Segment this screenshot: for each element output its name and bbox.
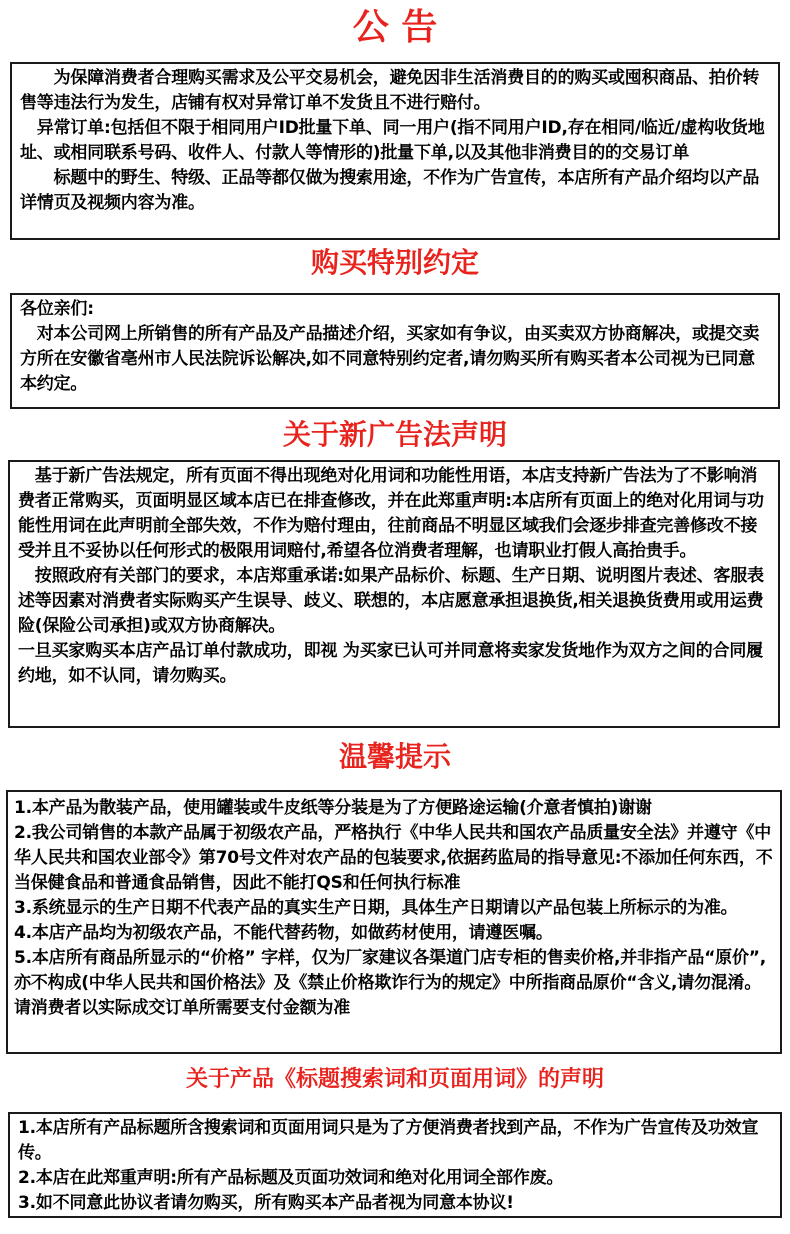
tips-box bbox=[6, 790, 782, 1054]
tips-item: 1.本产品为散装产品，使用罐装或牛皮纸等分装是为了方便路途运输(介意者慎拍)谢谢 bbox=[14, 798, 652, 818]
notice-title: 公 告 bbox=[352, 7, 438, 48]
tips-item: 2.我公司销售的本款产品属于初级农产品，严格执行《中华人民共和国农产品质量安全法》并遵守《中华人民共和国农业部令》第70号文件对农产品的包装要求,依据药监局的指导意见:不添加任何东西，不当保健食品和普通食品销售，因此不能打QS和任何执行标准 bbox=[14, 823, 773, 893]
special-title: 购买特别约定 bbox=[310, 246, 479, 279]
adlaw-paragraph: 一旦买家购买本店产品订单付款成功，即视 为买家已认可并同意将卖家发货地作为双方之间的合同履约地，如不认同，请勿购买。 bbox=[18, 641, 763, 686]
tips-item: 3.系统显示的生产日期不代表产品的真实生产日期，具体生产日期请以产品包装上所标示的为准。 bbox=[14, 898, 738, 918]
notice-box bbox=[10, 62, 780, 240]
tips-item: 5.本店所有商品所显示的“价格” 字样，仅为厂家建议各渠道门店专柜的售卖价格,并非指产品“原价”,亦不构成(中华人民共和国价格法》及《禁止价格欺诈行为的规定》中所指商品原价“含义,请勿混淆。请消费者以实际成交订单所需要支付金额为准 bbox=[14, 948, 767, 1018]
title-words-section bbox=[0, 1068, 790, 1092]
notice-section bbox=[0, 8, 790, 48]
adlaw-paragraph: 基于新广告法规定，所有页面不得出现绝对化用词和功能性用语，本店支持新广告法为了不影响消费者正常购买，页面明显区域本店已在排查修改，并在此郑重声明:本店所有页面上的绝对化用词与功能性用词在此声明前全部失效，不作为赔付理由，往前商品不明显区域我们会逐步排查完善修改不接受并且不妥协以任何形式的极限用词赔付,希望各位消费者理解，也请职业打假人高抬贵手。 bbox=[18, 466, 764, 561]
title-words-box bbox=[8, 1112, 782, 1218]
special-paragraph: 对本公司网上所销售的所有产品及产品描述介绍，买家如有争议，由买卖双方协商解决，或提交卖方所在安徽省亳州市人民法院诉讼解决,如不同意特别约定者,请勿购买所有购买者本公司视为已同意本约定。 bbox=[20, 324, 760, 394]
adlaw-paragraph: 按照政府有关部门的要求，本店郑重承诺:如果产品标价、标题、生产日期、说明图片表述、客服表述等因素对消费者实际购买产生误导、歧义、联想的，本店愿意承担退换货,相关退换货费用或用运费险(保险公司承担)或双方协商解决。 bbox=[18, 566, 764, 636]
adlaw-title: 关于新广告法声明 bbox=[282, 418, 507, 451]
title-words-item: 2.本店在此郑重声明:所有产品标题及页面功效词和绝对化用词全部作废。 bbox=[18, 1168, 564, 1188]
tips-section bbox=[0, 742, 790, 773]
notice-paragraph: 异常订单:包括但不限于相同用户ID批量下单、同一用户(指不同用户ID,存在相同/临近/虚构收货地址、或相同联系号码、收件人、付款人等情形的)批量下单,以及其他非消费目的的交易订单 bbox=[20, 118, 765, 163]
title-words-item: 3.如不同意此协议者请勿购买，所有购买本产品者视为同意本协议! bbox=[18, 1193, 514, 1213]
special-paragraph: 各位亲们: bbox=[20, 299, 94, 319]
special-section bbox=[0, 248, 790, 279]
adlaw-box bbox=[8, 460, 780, 728]
special-box bbox=[10, 293, 780, 409]
title-words-title: 关于产品《标题搜索词和页面用词》的声明 bbox=[185, 1067, 604, 1092]
title-words-item: 1.本店所有产品标题所含搜索词和页面用词只是为了方便消费者找到产品，不作为广告宣传及功效宣传。 bbox=[18, 1118, 759, 1163]
tips-item: 4.本店产品均为初级农产品，不能代替药物，如做药材使用，请遵医嘱。 bbox=[14, 923, 553, 943]
notice-paragraph: 标题中的野生、特级、正品等都仅做为搜索用途，不作为广告宣传，本店所有产品介绍均以产品详情页及视频内容为准。 bbox=[20, 168, 760, 213]
adlaw-section bbox=[0, 420, 790, 451]
tips-title: 温馨提示 bbox=[338, 740, 451, 773]
notice-paragraph: 为保障消费者合理购买需求及公平交易机会，避免因非生活消费目的的购买或囤积商品、拍价转售等违法行为发生，店铺有权对异常订单不发货且不进行赔付。 bbox=[20, 68, 760, 113]
